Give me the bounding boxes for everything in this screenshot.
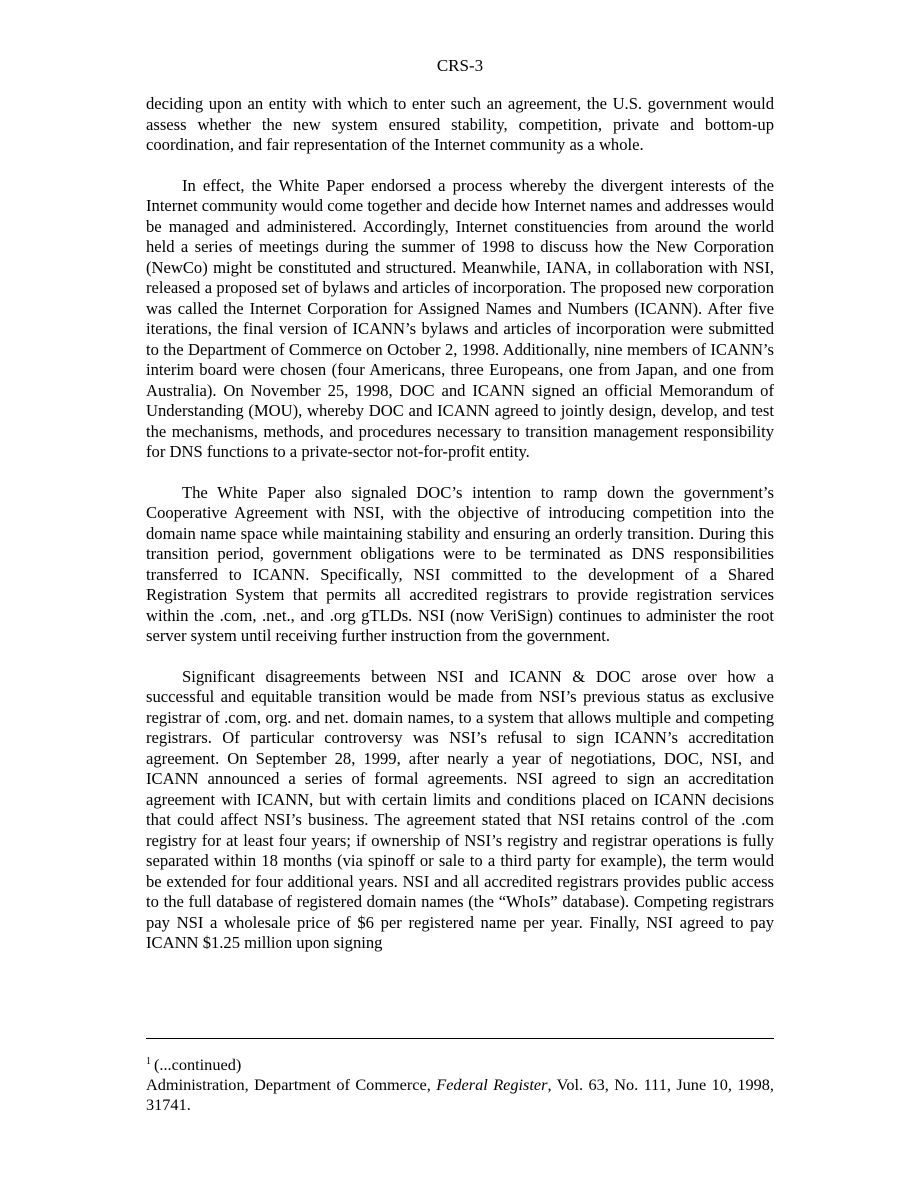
footnote-text-before: Administration, Department of Commerce, [146,1075,437,1094]
footnote [146,1055,774,1115]
footnote-marker: 1 [146,1055,151,1067]
footnote-publication: Federal Register [436,1075,548,1094]
body-text [146,94,774,974]
paragraph-cooperative-agreement: The White Paper also signaled DOC’s intention to ramp down the government’s Cooperative Agreement with NSI, with the objective of introducing competition into the domain name space while maintaining stability and ensuring an orderly transition. During this transition period, government obligations were to be terminated as DNS responsibilities transferred to ICANN. Specifically, NSI committed to the development of a Shared Registration System that permits all accredited registrars to provide registration services within the .com, .net., and .org gTLDs. NSI (now VeriSign) continues to administer the root server system until receiving further instruction from the government. [146,482,774,645]
footnote-divider [146,1038,774,1039]
footnote-text-after: , Vol. 63, No. 111, June 10, 1998, 31741. [146,1075,774,1114]
page-header: CRS-3 [436,56,484,75]
footnote-continued-label: (...continued) [154,1055,242,1074]
paragraph-disagreements: Significant disagreements between NSI and ICANN & DOC arose over how a successful and equitable transition would be made from NSI’s previous status as exclusive registrar of .com, org. and net. domain names, to a system that allows multiple and competing registrars. Of particular controversy was NSI’s refusal to sign ICANN’s accreditation agreement. On September 28, 1999, after nearly a year of negotiations, DOC, NSI, and ICANN announced a series of formal agreements. NSI agreed to sign an accreditation agreement with ICANN, but with certain limits and conditions placed on ICANN decisions that could affect NSI’s business. The agreement stated that NSI retains control of the .com registry for at least four years; if ownership of NSI’s registry and registrar operations is fully separated within 18 months (via spinoff or sale to a third party for example), the term would be extended for four additional years. NSI and all accredited registrars provides public access to the full database of registered domain names (the “WhoIs” database). Competing registrars pay NSI a wholesale price of $6 per registered name per year. Finally, NSI agreed to pay ICANN $1.25 million upon signing [146,666,774,952]
paragraph-white-paper-process: In effect, the White Paper endorsed a process whereby the divergent interests of the Internet community would come together and decide how Internet names and addresses would be managed and administered. Accordingly, Internet constituencies from around the world held a series of meetings during the summer of 1998 to discuss how the New Corporation (NewCo) might be constituted and structured. Meanwhile, IANA, in collaboration with NSI, released a proposed set of bylaws and articles of incorporation. The proposed new corporation was called the Internet Corporation for Assigned Names and Numbers (ICANN). After five iterations, the final version of ICANN’s bylaws and articles of incorporation were submitted to the Department of Commerce on October 2, 1998. Additionally, nine members of ICANN’s interim board were chosen (four Americans, three Europeans, one from Japan, and one from Australia). On November 25, 1998, DOC and ICANN signed an official Memorandum of Understanding (MOU), whereby DOC and ICANN agreed to jointly design, develop, and test the mechanisms, methods, and procedures necessary to transition management responsibility for DNS functions to a private-sector not-for-profit entity. [146,175,774,461]
paragraph-continuation: deciding upon an entity with which to enter such an agreement, the U.S. government would assess whether the new system ensured stability, competition, private and bottom-up coordination, and fair representation of the Internet community as a whole. [146,94,774,154]
footnote-continued-line [146,1055,774,1075]
